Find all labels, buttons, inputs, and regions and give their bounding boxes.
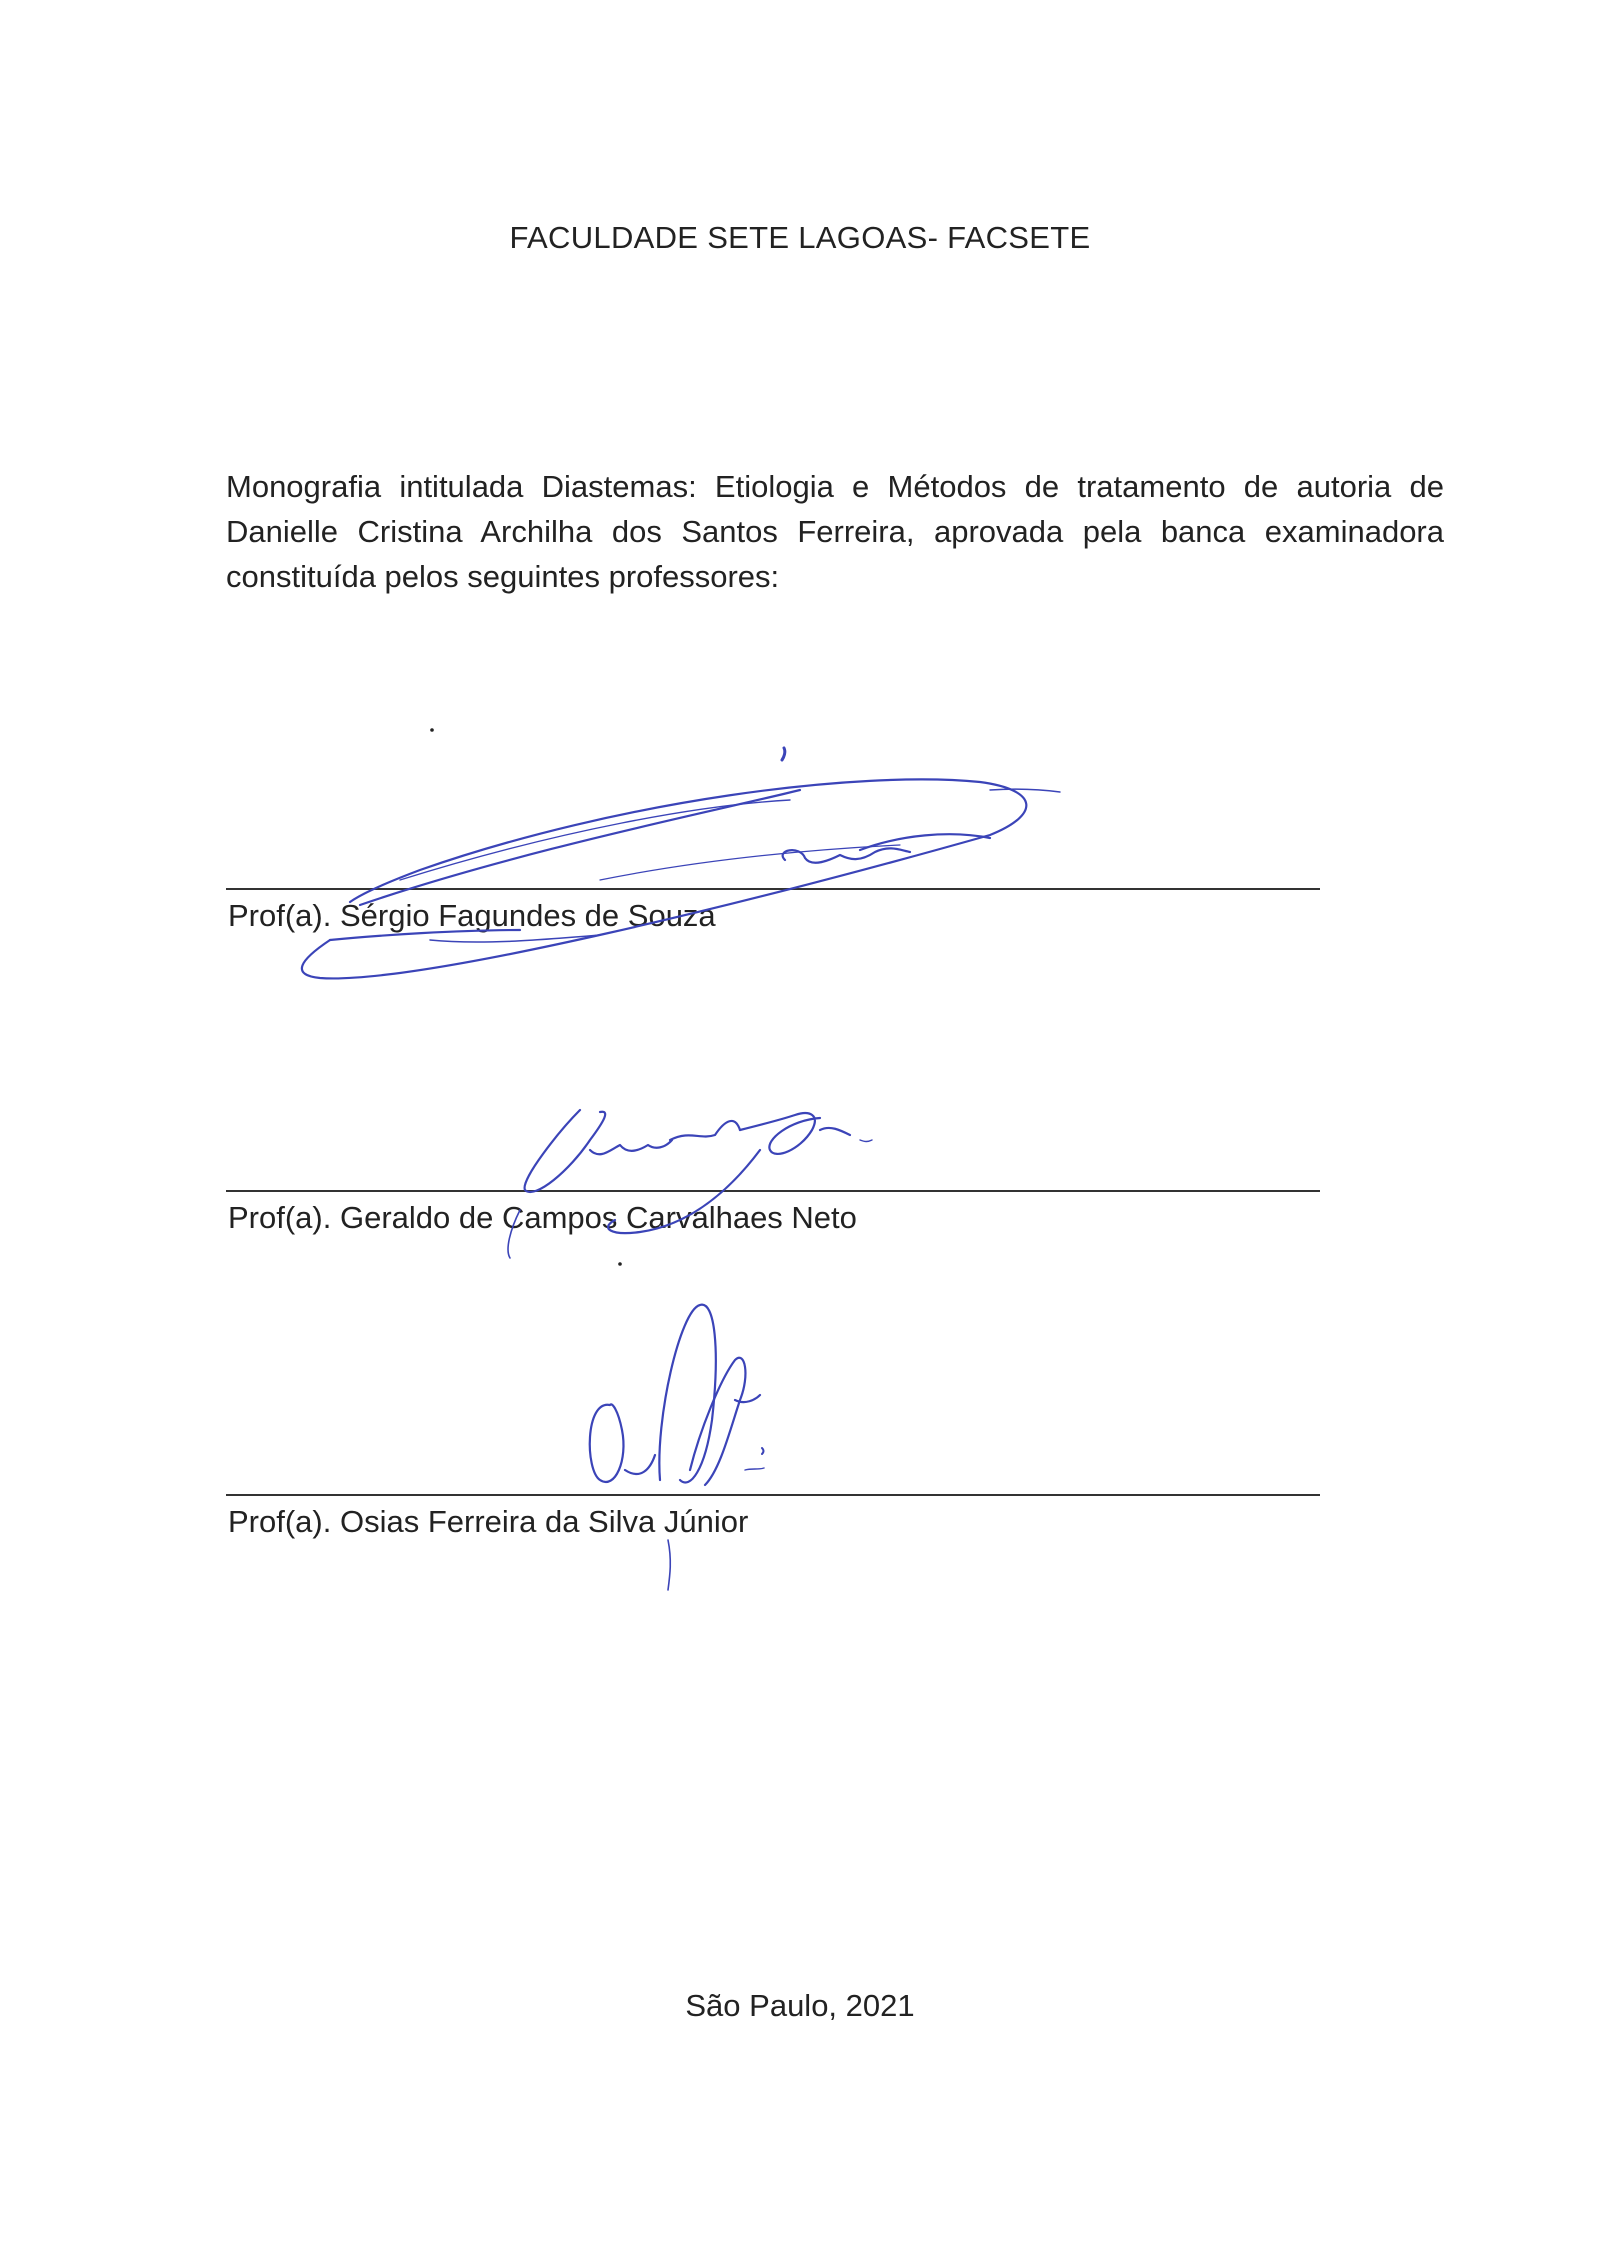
signatory-name: Prof(a). Geraldo de Campos Carvalhaes Neto bbox=[228, 1200, 857, 1235]
signature-3-handwriting bbox=[590, 1305, 764, 1590]
signature-line bbox=[226, 888, 1320, 890]
institution-heading: FACULDADE SETE LAGOAS- FACSETE bbox=[509, 220, 1091, 255]
approval-statement: Monografia intitulada Diastemas: Etiologia e Métodos de tratamento de autoria de Danielle Cristina Archilha dos Santos Ferreira, aprovada pela banca examinadora constituída pelos seguintes professores: bbox=[226, 469, 1444, 594]
signature-1-handwriting bbox=[302, 748, 1060, 978]
signature-line bbox=[226, 1494, 1320, 1496]
signatory-name: Prof(a). Osias Ferreira da Silva Júnior bbox=[228, 1504, 749, 1539]
place-and-date: São Paulo, 2021 bbox=[685, 1988, 915, 2023]
signatory-name: Prof(a). Sérgio Fagundes de Souza bbox=[228, 898, 716, 933]
signature-line bbox=[226, 1190, 1320, 1192]
